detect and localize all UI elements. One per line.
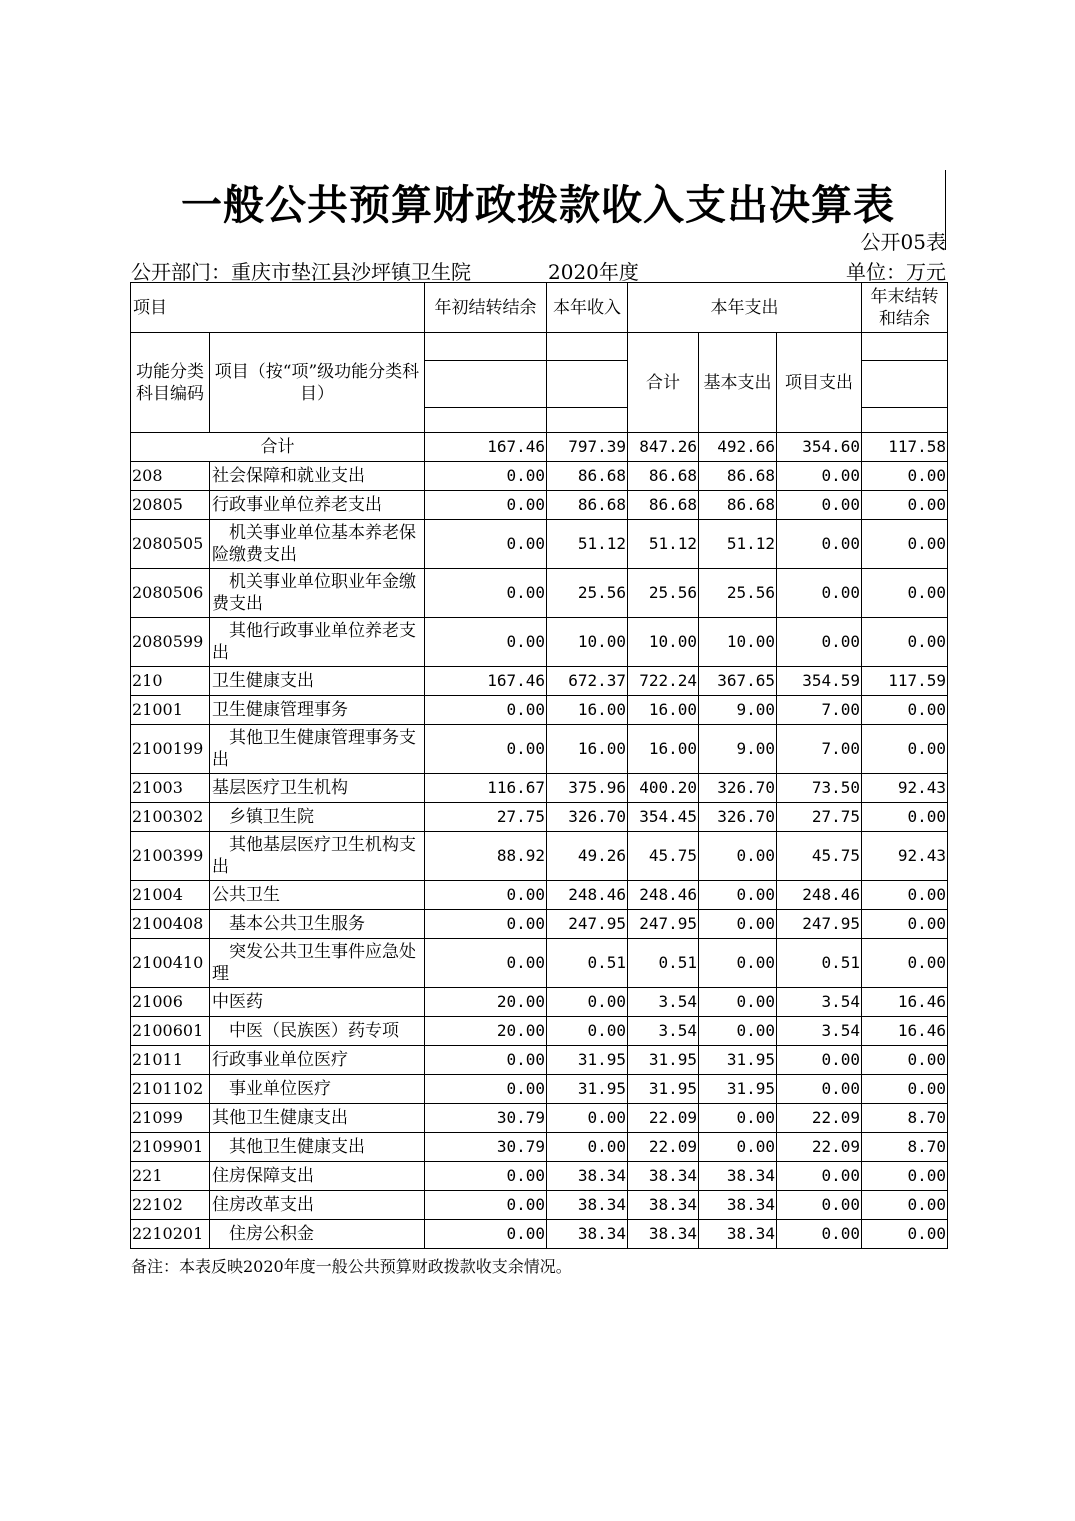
row-value: 86.68 — [628, 462, 699, 491]
row-value: 0.00 — [699, 881, 777, 910]
total-value: 492.66 — [699, 433, 777, 462]
row-value: 0.00 — [777, 1191, 862, 1220]
row-value: 16.00 — [628, 696, 699, 725]
row-value: 88.92 — [425, 832, 547, 881]
row-value: 354.45 — [628, 803, 699, 832]
row-value: 0.00 — [777, 569, 862, 618]
row-value: 248.46 — [547, 881, 628, 910]
row-value: 51.12 — [628, 520, 699, 569]
row-code: 221 — [131, 1162, 210, 1191]
row-name: 机关事业单位基本养老保险缴费支出 — [210, 520, 425, 569]
row-value: 25.56 — [699, 569, 777, 618]
header-blank-cell — [547, 408, 628, 433]
table-row — [131, 491, 948, 520]
row-value: 0.00 — [547, 988, 628, 1017]
row-code: 210 — [131, 667, 210, 696]
table-row — [131, 832, 948, 881]
table-row — [131, 569, 948, 618]
row-name: 其他行政事业单位养老支出 — [210, 618, 425, 667]
row-value: 0.00 — [862, 939, 948, 988]
row-value: 167.46 — [425, 667, 547, 696]
row-code: 21001 — [131, 696, 210, 725]
row-value: 45.75 — [777, 832, 862, 881]
row-value: 0.00 — [425, 939, 547, 988]
row-value: 0.00 — [425, 725, 547, 774]
row-name: 住房公积金 — [210, 1220, 425, 1249]
row-value: 400.20 — [628, 774, 699, 803]
row-value: 51.12 — [699, 520, 777, 569]
row-value: 0.00 — [862, 1191, 948, 1220]
row-value: 3.54 — [628, 1017, 699, 1046]
header-blank-cell — [862, 408, 948, 433]
row-value: 3.54 — [777, 1017, 862, 1046]
unit-label: 单位：万元 — [846, 260, 946, 284]
row-code: 22102 — [131, 1191, 210, 1220]
row-value: 22.09 — [628, 1133, 699, 1162]
row-value: 0.00 — [425, 618, 547, 667]
header-basic: 基本支出 — [699, 333, 777, 433]
header-func-name: 项目（按“项”级功能分类科目） — [210, 333, 425, 433]
table-row — [131, 1133, 948, 1162]
row-value: 0.51 — [777, 939, 862, 988]
row-value: 326.70 — [547, 803, 628, 832]
row-name: 社会保障和就业支出 — [210, 462, 425, 491]
row-value: 0.00 — [862, 520, 948, 569]
row-value: 0.00 — [547, 1017, 628, 1046]
row-code: 2100199 — [131, 725, 210, 774]
row-code: 208 — [131, 462, 210, 491]
row-value: 27.75 — [777, 803, 862, 832]
row-value: 0.00 — [425, 569, 547, 618]
header-project: 项目支出 — [777, 333, 862, 433]
table-row — [131, 881, 948, 910]
row-code: 2109901 — [131, 1133, 210, 1162]
header-total: 合计 — [628, 333, 699, 433]
row-name: 中医药 — [210, 988, 425, 1017]
row-value: 45.75 — [628, 832, 699, 881]
table-row — [131, 774, 948, 803]
row-value: 0.00 — [699, 910, 777, 939]
row-value: 0.00 — [699, 832, 777, 881]
row-value: 86.68 — [699, 491, 777, 520]
row-code: 2100399 — [131, 832, 210, 881]
row-value: 38.34 — [547, 1191, 628, 1220]
header-blank-cell — [425, 408, 547, 433]
row-code: 2101102 — [131, 1075, 210, 1104]
row-value: 25.56 — [628, 569, 699, 618]
row-name: 卫生健康支出 — [210, 667, 425, 696]
row-value: 31.95 — [699, 1046, 777, 1075]
row-value: 30.79 — [425, 1133, 547, 1162]
row-value: 0.00 — [425, 881, 547, 910]
row-value: 20.00 — [425, 1017, 547, 1046]
row-value: 7.00 — [777, 696, 862, 725]
row-value: 10.00 — [628, 618, 699, 667]
row-code: 20805 — [131, 491, 210, 520]
row-value: 86.68 — [628, 491, 699, 520]
row-code: 2080505 — [131, 520, 210, 569]
row-name: 乡镇卫生院 — [210, 803, 425, 832]
row-value: 0.00 — [862, 803, 948, 832]
row-value: 31.95 — [547, 1075, 628, 1104]
row-value: 0.00 — [425, 1075, 547, 1104]
row-name: 基本公共卫生服务 — [210, 910, 425, 939]
table-row — [131, 1220, 948, 1249]
header-expenditure: 本年支出 — [628, 283, 862, 333]
row-value: 38.34 — [547, 1162, 628, 1191]
row-value: 9.00 — [699, 725, 777, 774]
total-value: 117.58 — [862, 433, 948, 462]
table-row — [131, 910, 948, 939]
row-value: 8.70 — [862, 1133, 948, 1162]
row-value: 375.96 — [547, 774, 628, 803]
row-value: 38.34 — [628, 1220, 699, 1249]
table-row — [131, 1162, 948, 1191]
row-code: 2080599 — [131, 618, 210, 667]
row-value: 0.00 — [862, 1162, 948, 1191]
row-value: 0.00 — [777, 520, 862, 569]
row-value: 10.00 — [547, 618, 628, 667]
row-value: 86.68 — [547, 462, 628, 491]
row-value: 0.00 — [862, 618, 948, 667]
row-value: 38.34 — [699, 1191, 777, 1220]
row-code: 2210201 — [131, 1220, 210, 1249]
row-name: 行政事业单位养老支出 — [210, 491, 425, 520]
total-row — [131, 433, 948, 462]
row-value: 0.00 — [425, 1191, 547, 1220]
header-opening-balance: 年初结转结余 — [425, 283, 547, 333]
header-item: 项目 — [131, 283, 425, 333]
total-value: 847.26 — [628, 433, 699, 462]
row-value: 0.00 — [862, 725, 948, 774]
header-closing-balance: 年末结转和结余 — [862, 283, 948, 333]
row-value: 31.95 — [628, 1075, 699, 1104]
table-row — [131, 462, 948, 491]
row-value: 31.95 — [699, 1075, 777, 1104]
row-value: 0.00 — [777, 1162, 862, 1191]
table-row — [131, 1075, 948, 1104]
table-row — [131, 1104, 948, 1133]
row-value: 247.95 — [628, 910, 699, 939]
row-value: 722.24 — [628, 667, 699, 696]
row-value: 38.34 — [628, 1191, 699, 1220]
row-value: 0.00 — [862, 696, 948, 725]
row-value: 0.00 — [699, 988, 777, 1017]
row-value: 326.70 — [699, 803, 777, 832]
table-row — [131, 803, 948, 832]
header-blank-cell — [425, 361, 547, 408]
header-blank-cell — [862, 333, 948, 361]
table-code: 公开05表 — [860, 230, 946, 254]
row-value: 247.95 — [777, 910, 862, 939]
row-value: 0.00 — [862, 569, 948, 618]
row-value: 0.00 — [425, 910, 547, 939]
row-value: 30.79 — [425, 1104, 547, 1133]
page-title: 一般公共预算财政拨款收入支出决算表 — [181, 181, 895, 229]
row-name: 事业单位医疗 — [210, 1075, 425, 1104]
row-value: 0.00 — [425, 520, 547, 569]
row-value: 326.70 — [699, 774, 777, 803]
row-value: 3.54 — [628, 988, 699, 1017]
row-value: 31.95 — [547, 1046, 628, 1075]
row-value: 248.46 — [777, 881, 862, 910]
row-name: 公共卫生 — [210, 881, 425, 910]
row-value: 0.00 — [699, 1133, 777, 1162]
row-value: 16.00 — [628, 725, 699, 774]
table-row — [131, 725, 948, 774]
row-value: 16.46 — [862, 1017, 948, 1046]
header-blank-cell — [425, 333, 547, 361]
row-value: 0.51 — [628, 939, 699, 988]
total-value: 354.60 — [777, 433, 862, 462]
table-row — [131, 618, 948, 667]
budget-table — [130, 282, 948, 1249]
row-value: 16.00 — [547, 725, 628, 774]
row-value: 0.00 — [777, 491, 862, 520]
row-value: 0.00 — [699, 939, 777, 988]
row-value: 0.00 — [862, 1220, 948, 1249]
row-code: 21004 — [131, 881, 210, 910]
year-label: 2020年度 — [548, 260, 639, 284]
row-value: 0.00 — [777, 618, 862, 667]
row-value: 248.46 — [628, 881, 699, 910]
row-value: 117.59 — [862, 667, 948, 696]
row-value: 0.00 — [862, 462, 948, 491]
row-name: 卫生健康管理事务 — [210, 696, 425, 725]
row-code: 2100302 — [131, 803, 210, 832]
header-income: 本年收入 — [547, 283, 628, 333]
row-name: 行政事业单位医疗 — [210, 1046, 425, 1075]
table-row — [131, 988, 948, 1017]
table-row — [131, 520, 948, 569]
row-value: 73.50 — [777, 774, 862, 803]
row-value: 38.34 — [547, 1220, 628, 1249]
row-name: 其他卫生健康支出 — [210, 1133, 425, 1162]
row-value: 22.09 — [777, 1104, 862, 1133]
row-value: 0.00 — [777, 1075, 862, 1104]
row-code: 2080506 — [131, 569, 210, 618]
row-name: 机关事业单位职业年金缴费支出 — [210, 569, 425, 618]
row-name: 突发公共卫生事件应急处理 — [210, 939, 425, 988]
row-value: 0.00 — [547, 1133, 628, 1162]
total-label: 合计 — [131, 433, 425, 462]
row-value: 8.70 — [862, 1104, 948, 1133]
table-row — [131, 1046, 948, 1075]
table-row — [131, 1191, 948, 1220]
row-name: 住房保障支出 — [210, 1162, 425, 1191]
row-value: 38.34 — [699, 1220, 777, 1249]
row-value: 0.00 — [425, 1162, 547, 1191]
row-value: 92.43 — [862, 774, 948, 803]
table-row — [131, 667, 948, 696]
row-value: 22.09 — [628, 1104, 699, 1133]
row-code: 21006 — [131, 988, 210, 1017]
row-value: 22.09 — [777, 1133, 862, 1162]
row-value: 0.00 — [862, 491, 948, 520]
row-value: 0.00 — [425, 1220, 547, 1249]
row-value: 0.51 — [547, 939, 628, 988]
row-code: 2100408 — [131, 910, 210, 939]
row-name: 基层医疗卫生机构 — [210, 774, 425, 803]
row-value: 25.56 — [547, 569, 628, 618]
row-value: 10.00 — [699, 618, 777, 667]
row-value: 0.00 — [547, 1104, 628, 1133]
row-value: 0.00 — [862, 910, 948, 939]
row-value: 31.95 — [628, 1046, 699, 1075]
row-value: 16.00 — [547, 696, 628, 725]
row-value: 38.34 — [628, 1162, 699, 1191]
row-name: 其他基层医疗卫生机构支出 — [210, 832, 425, 881]
department-label: 公开部门：重庆市垫江县沙坪镇卫生院 — [131, 260, 471, 284]
row-value: 0.00 — [777, 462, 862, 491]
row-value: 0.00 — [699, 1104, 777, 1133]
row-code: 21011 — [131, 1046, 210, 1075]
table-note: 备注：本表反映2020年度一般公共预算财政拨款收支余情况。 — [131, 1257, 572, 1276]
total-value: 797.39 — [547, 433, 628, 462]
row-value: 7.00 — [777, 725, 862, 774]
row-name: 中医（民族医）药专项 — [210, 1017, 425, 1046]
total-value: 167.46 — [425, 433, 547, 462]
row-value: 0.00 — [699, 1017, 777, 1046]
row-value: 0.00 — [862, 1075, 948, 1104]
row-value: 0.00 — [777, 1046, 862, 1075]
header-func-code: 功能分类科目编码 — [131, 333, 210, 433]
row-code: 21003 — [131, 774, 210, 803]
row-value: 0.00 — [862, 1046, 948, 1075]
row-value: 92.43 — [862, 832, 948, 881]
row-name: 其他卫生健康支出 — [210, 1104, 425, 1133]
row-value: 0.00 — [425, 491, 547, 520]
row-name: 其他卫生健康管理事务支出 — [210, 725, 425, 774]
row-code: 2100410 — [131, 939, 210, 988]
header-blank-cell — [547, 361, 628, 408]
row-value: 0.00 — [425, 1046, 547, 1075]
row-value: 0.00 — [777, 1220, 862, 1249]
row-value: 354.59 — [777, 667, 862, 696]
row-value: 0.00 — [862, 881, 948, 910]
row-value: 367.65 — [699, 667, 777, 696]
header-blank-cell — [547, 333, 628, 361]
row-value: 247.95 — [547, 910, 628, 939]
row-code: 2100601 — [131, 1017, 210, 1046]
row-value: 38.34 — [699, 1162, 777, 1191]
row-value: 86.68 — [547, 491, 628, 520]
row-value: 672.37 — [547, 667, 628, 696]
row-value: 51.12 — [547, 520, 628, 569]
row-value: 49.26 — [547, 832, 628, 881]
row-value: 0.00 — [425, 696, 547, 725]
table-row — [131, 939, 948, 988]
row-value: 16.46 — [862, 988, 948, 1017]
row-value: 86.68 — [699, 462, 777, 491]
row-value: 0.00 — [425, 462, 547, 491]
row-value: 9.00 — [699, 696, 777, 725]
row-code: 21099 — [131, 1104, 210, 1133]
row-value: 3.54 — [777, 988, 862, 1017]
row-value: 27.75 — [425, 803, 547, 832]
row-value: 20.00 — [425, 988, 547, 1017]
row-value: 116.67 — [425, 774, 547, 803]
table-row — [131, 696, 948, 725]
header-blank-cell — [862, 361, 948, 408]
row-name: 住房改革支出 — [210, 1191, 425, 1220]
table-row — [131, 1017, 948, 1046]
